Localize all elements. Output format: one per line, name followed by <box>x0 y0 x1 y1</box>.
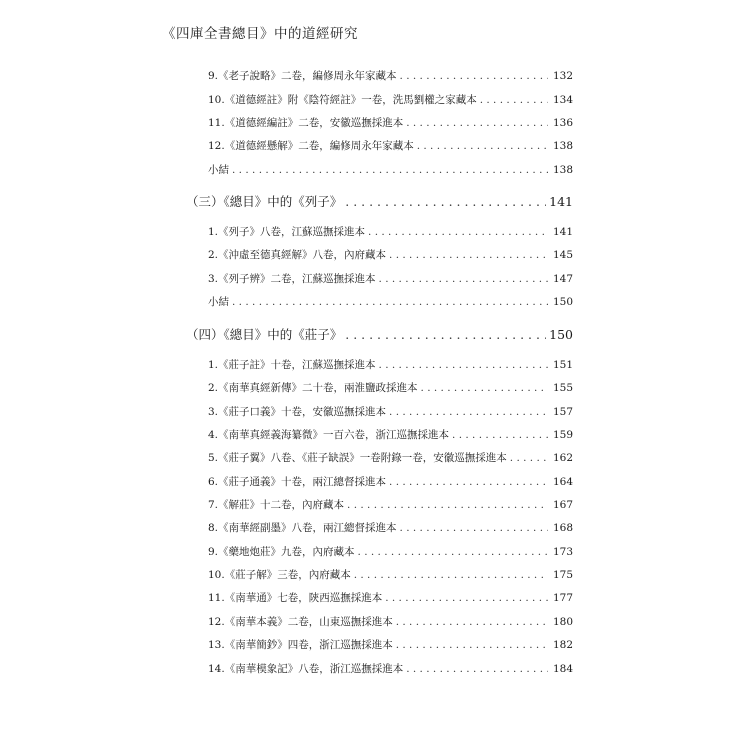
toc-entry-label: 13.《南華簡鈔》四卷，浙江巡撫採進本 <box>208 639 393 651</box>
dot-leader <box>400 70 548 82</box>
toc-entry-label: 3.《列子辨》二卷，江蘇巡撫採進本 <box>208 273 376 285</box>
toc-entry-label: 2.《南華真經新傳》二十卷，兩淮鹽政採進本 <box>208 382 418 394</box>
toc-entry-page: 138 <box>552 164 573 176</box>
toc-entry-label: 12.《南華本義》二卷，山東巡撫採進本 <box>208 616 393 628</box>
dot-leader <box>345 194 546 209</box>
dot-leader <box>389 406 548 418</box>
toc-entry <box>208 590 573 605</box>
dot-leader <box>358 546 548 558</box>
toc-section-label: （四）《總目》中的《莊子》 <box>186 327 343 342</box>
toc-section-page: 141 <box>549 194 573 209</box>
dot-leader <box>510 452 548 464</box>
dot-leader <box>452 429 548 441</box>
toc-entry <box>208 162 573 177</box>
toc-entry <box>208 544 573 559</box>
toc-entry-page: 159 <box>552 429 573 441</box>
toc-section-label: （三）《總目》中的《列子》 <box>186 194 343 209</box>
toc-entry-page: 141 <box>552 226 573 238</box>
toc-entry <box>208 637 573 652</box>
toc-entry-page: 157 <box>552 406 573 418</box>
toc-entry-page: 180 <box>552 616 573 628</box>
toc-entry-label: 7.《解莊》十二卷，內府藏本 <box>208 499 345 511</box>
dot-leader <box>400 522 548 534</box>
toc-entry-page: 132 <box>552 70 573 82</box>
toc-section-heading <box>186 192 573 210</box>
dot-leader <box>379 273 548 285</box>
toc-entry-label: 8.《南華經副墨》八卷，兩江總督採進本 <box>208 522 397 534</box>
dot-leader <box>232 164 548 176</box>
toc-entry-label: 10.《莊子解》三卷，內府藏本 <box>208 569 351 581</box>
toc-entry-label: 小結 <box>208 164 229 176</box>
dot-leader <box>389 476 548 488</box>
toc-entry-label: 2.《沖虛至德真經解》八卷，內府藏本 <box>208 249 387 261</box>
dot-leader <box>345 327 546 342</box>
dot-leader <box>347 499 548 511</box>
dot-leader <box>396 616 548 628</box>
toc-entry-label: 1.《列子》八卷，江蘇巡撫採進本 <box>208 226 366 238</box>
toc-entry-label: 9.《老子說略》二卷，編修周永年家藏本 <box>208 70 397 82</box>
toc-entry-page: 167 <box>552 499 573 511</box>
toc-entry-label: 11.《道德經編註》二卷，安徽巡撫採進本 <box>208 117 404 129</box>
toc-entry-label: 9.《藥地炮莊》九卷，內府藏本 <box>208 546 355 558</box>
toc-entry <box>208 68 573 83</box>
toc-entry-page: 184 <box>552 663 573 675</box>
toc-entry <box>208 614 573 629</box>
dot-leader <box>385 592 548 604</box>
dot-leader <box>379 359 548 371</box>
toc-entry <box>208 450 573 465</box>
toc-entry <box>208 92 573 107</box>
toc-entry-label: 3.《莊子口義》十卷，安徽巡撫採進本 <box>208 406 387 418</box>
toc-entry-page: 175 <box>552 569 573 581</box>
toc-section-heading <box>186 325 573 343</box>
toc-entry <box>208 520 573 535</box>
dot-leader <box>421 382 548 394</box>
dot-leader <box>368 226 548 238</box>
toc-entry-page: 173 <box>552 546 573 558</box>
dot-leader <box>406 663 548 675</box>
toc-section-page: 150 <box>549 327 573 342</box>
dot-leader <box>406 117 548 129</box>
toc-entry-label: 11.《南華通》七卷，陝西巡撫採進本 <box>208 592 383 604</box>
toc-entry-label: 6.《莊子通義》十卷，兩江總督採進本 <box>208 476 387 488</box>
toc-entry-label: 14.《南華模象記》八卷，浙江巡撫採進本 <box>208 663 404 675</box>
toc-entry-label: 5.《莊子翼》八卷、《莊子缺誤》一卷附錄一卷，安徽巡撫採進本 <box>208 452 507 464</box>
toc-entry-page: 136 <box>552 117 573 129</box>
toc-entry <box>208 567 573 582</box>
toc-entry-page: 147 <box>552 273 573 285</box>
toc-entry-label: 12.《道德經懸解》二卷，編修周永年家藏本 <box>208 140 414 152</box>
toc-entry-page: 177 <box>552 592 573 604</box>
dot-leader <box>417 140 548 152</box>
toc-entry <box>208 497 573 512</box>
toc-entry-page: 164 <box>552 476 573 488</box>
toc-entry <box>208 357 573 372</box>
toc-entry <box>208 138 573 153</box>
toc-entry-page: 150 <box>552 296 573 308</box>
toc-entry <box>208 115 573 130</box>
toc-entry <box>208 427 573 442</box>
toc-entry <box>208 474 573 489</box>
toc-entry <box>208 294 573 309</box>
toc-entry-page: 162 <box>552 452 573 464</box>
toc-entry-label: 1.《莊子註》十卷，江蘇巡撫採進本 <box>208 359 376 371</box>
toc-entry-page: 134 <box>552 94 573 106</box>
toc-entry <box>208 271 573 286</box>
toc-entry-label: 小結 <box>208 296 229 308</box>
toc-entry-page: 168 <box>552 522 573 534</box>
dot-leader <box>396 639 548 651</box>
toc-entry <box>208 661 573 676</box>
toc-entry-page: 151 <box>552 359 573 371</box>
toc-entry-label: 10.《道德經註》附《陰符經註》一卷，洗馬劉權之家藏本 <box>208 94 477 106</box>
toc-entry <box>208 224 573 239</box>
toc-entry-page: 155 <box>552 382 573 394</box>
toc-entry <box>208 380 573 395</box>
dot-leader <box>232 296 548 308</box>
toc-entry-page: 145 <box>552 249 573 261</box>
toc-entry-page: 182 <box>552 639 573 651</box>
toc-entry <box>208 247 573 262</box>
toc-entry-label: 4.《南華真經義海纂微》一百六卷，浙江巡撫採進本 <box>208 429 450 441</box>
dot-leader <box>480 94 548 106</box>
dot-leader <box>389 249 548 261</box>
toc-entry-page: 138 <box>552 140 573 152</box>
dot-leader <box>354 569 548 581</box>
toc-entry <box>208 404 573 419</box>
running-title: 《四庫全書總目》中的道經研究 <box>162 26 358 42</box>
